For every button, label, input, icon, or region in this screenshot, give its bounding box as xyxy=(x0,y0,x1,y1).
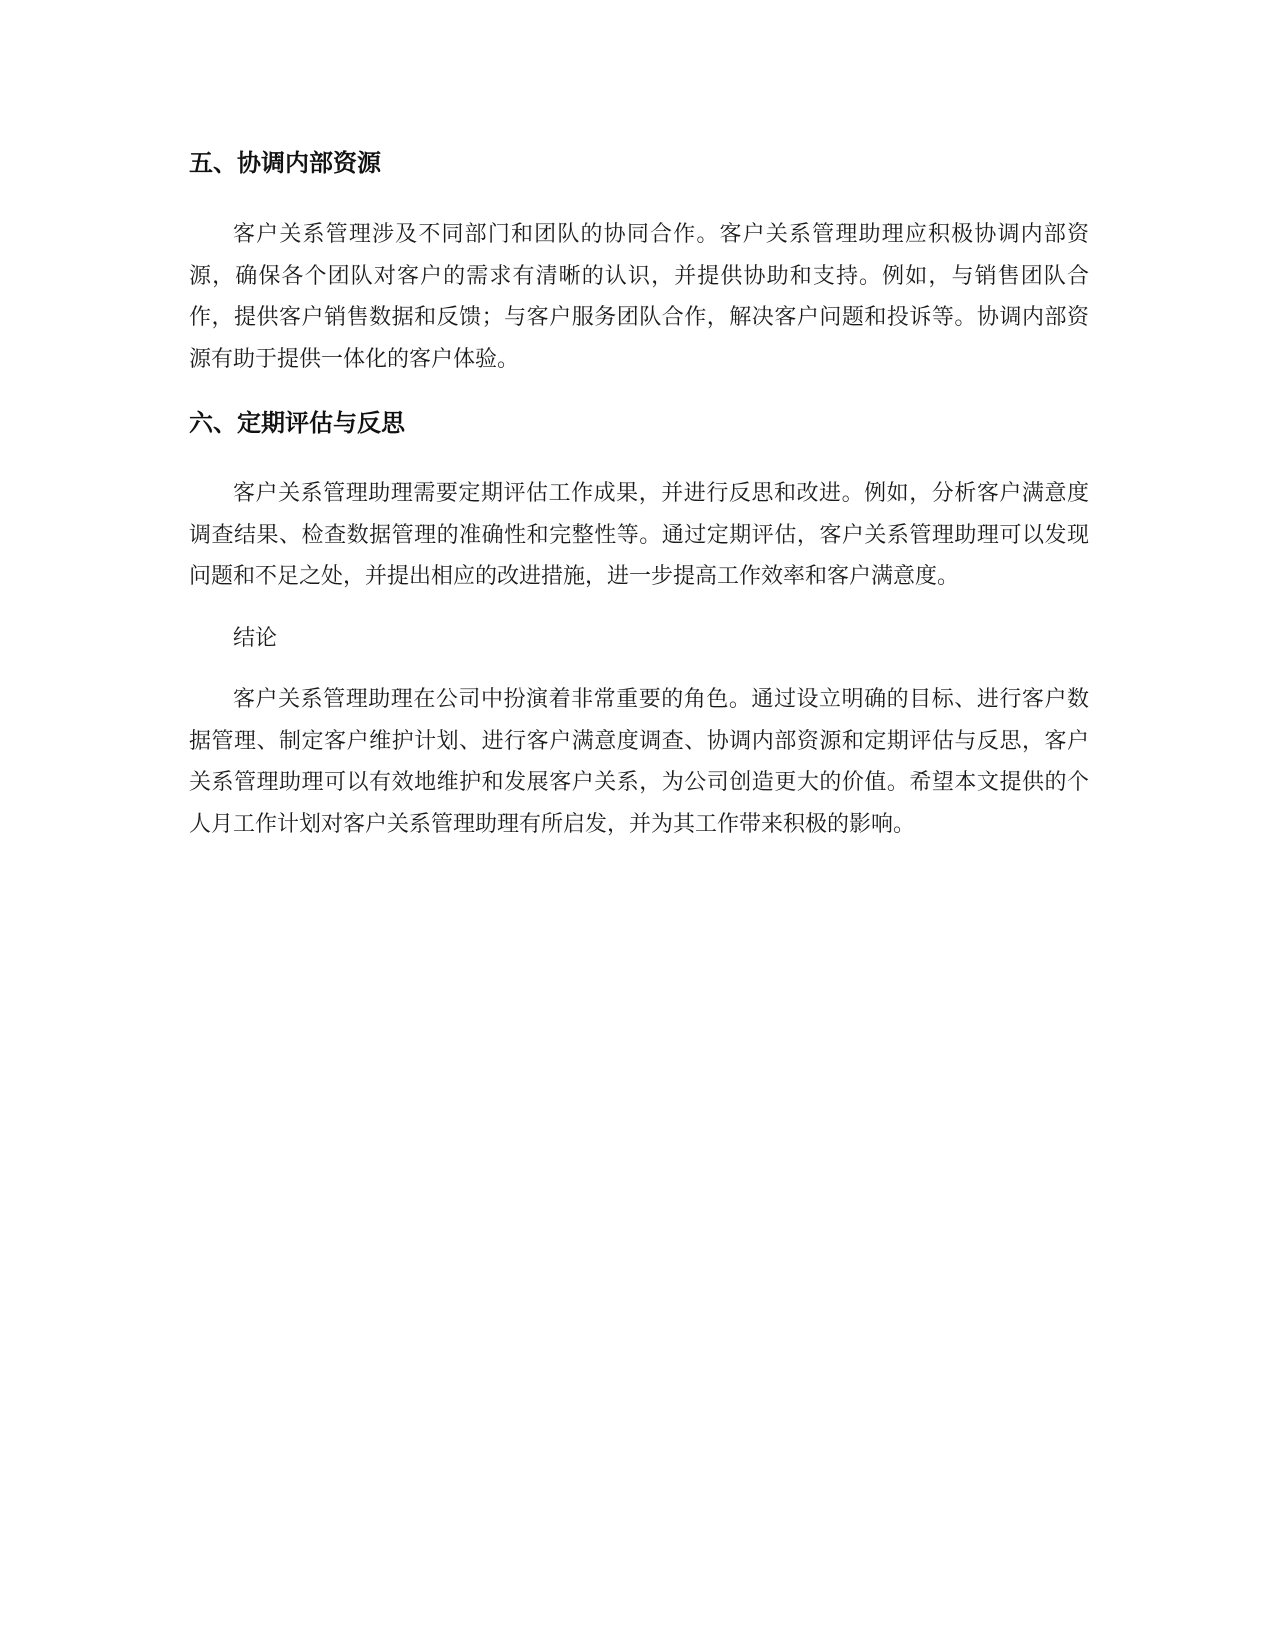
document-body xyxy=(189,146,1089,845)
section-heading-regular-evaluation: 六、定期评估与反思 xyxy=(189,409,405,437)
section-paragraph-coordinate-resources: 客户关系管理涉及不同部门和团队的协同合作。客户关系管理助理应积极协调内部资源，确保各个团队对客户的需求有清晰的认识，并提供协助和支持。例如，与销售团队合作，提供客户销售数据和反馈；与客户服务团队合作，解决客户问题和投诉等。协调内部资源有助于提供一体化的客户体验。 xyxy=(189,222,1089,372)
section-heading-coordinate-resources: 五、协调内部资源 xyxy=(189,149,381,177)
conclusion-heading: 结论 xyxy=(233,625,278,651)
conclusion-paragraph: 客户关系管理助理在公司中扮演着非常重要的角色。通过设立明确的目标、进行客户数据管理、制定客户维护计划、进行客户满意度调查、协调内部资源和定期评估与反思，客户关系管理助理可以有效地维护和发展客户关系，为公司创造更大的价值。希望本文提供的个人月工作计划对客户关系管理助理有所启发，并为其工作带来积极的影响。 xyxy=(189,687,1089,837)
section-paragraph-regular-evaluation: 客户关系管理助理需要定期评估工作成果，并进行反思和改进。例如，分析客户满意度调查结果、检查数据管理的准确性和完整性等。通过定期评估，客户关系管理助理可以发现问题和不足之处，并提出相应的改进措施，进一步提高工作效率和客户满意度。 xyxy=(189,481,1089,589)
